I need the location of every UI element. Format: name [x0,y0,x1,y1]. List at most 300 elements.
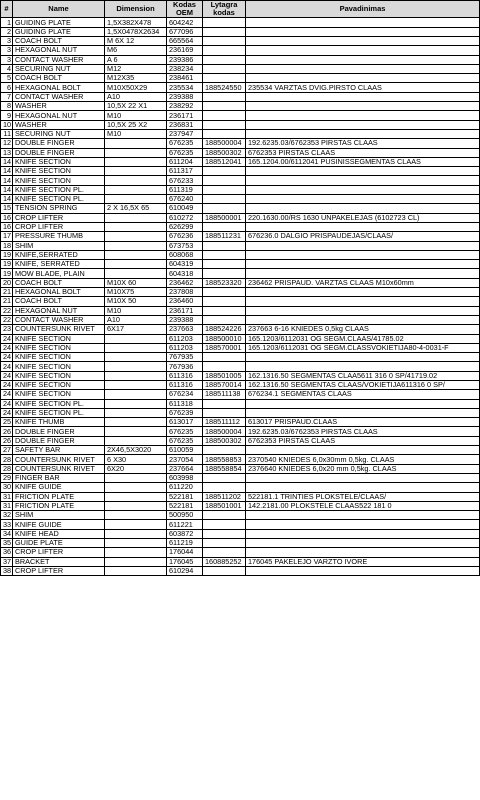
cell-oem: 676239 [167,408,203,417]
table-row [1,455,480,464]
cell-lytagra [203,260,246,269]
cell-dimension: 2 X 16,5X 65 [105,204,167,213]
cell-num: 24 [1,334,13,343]
cell-oem: 176044 [167,548,203,557]
table-row [1,260,480,269]
cell-name: COACH BOLT [13,297,105,306]
cell-num: 24 [1,343,13,352]
cell-name: KNIFE SECTION PL. [13,399,105,408]
cell-name: HEXAGONAL NUT [13,306,105,315]
cell-name: HEXAGONAL BOLT [13,288,105,297]
table-row [1,213,480,222]
cell-num: 30 [1,483,13,492]
cell-num: 28 [1,464,13,473]
cell-lytagra [203,195,246,204]
cell-num: 31 [1,501,13,510]
cell-name: KNIFE SECTION [13,334,105,343]
cell-dimension: 10,5X 22 X1 [105,102,167,111]
table-row [1,27,480,36]
table-row [1,334,480,343]
cell-lytagra: 188523320 [203,278,246,287]
cell-num: 38 [1,566,13,575]
cell-pavadinimas: 165.1203/6112031 OG SEGM.CLAAS/41785.02 [246,334,480,343]
header-row [1,1,480,18]
table-row [1,566,480,575]
cell-num: 11 [1,129,13,138]
cell-oem: 677096 [167,27,203,36]
cell-num: 9 [1,111,13,120]
cell-num: 8 [1,102,13,111]
cell-oem: 608068 [167,250,203,259]
cell-name: KNIFE GUIDE [13,520,105,529]
cell-dimension: 1,5X382X478 [105,18,167,27]
cell-num: 21 [1,288,13,297]
cell-dimension [105,195,167,204]
cell-lytagra [203,111,246,120]
cell-oem: 236460 [167,297,203,306]
cell-lytagra [203,129,246,138]
cell-pavadinimas [246,37,480,46]
cell-name: KNIFE SECTION [13,167,105,176]
cell-num: 22 [1,315,13,324]
cell-name: WASHER [13,120,105,129]
cell-oem: 237054 [167,455,203,464]
cell-pavadinimas [246,297,480,306]
cell-name: KNIFE SECTION [13,343,105,352]
table-row [1,64,480,73]
cell-lytagra [203,408,246,417]
cell-dimension [105,483,167,492]
cell-name: KNIFE SECTION PL. [13,408,105,417]
cell-lytagra [203,520,246,529]
cell-oem: 611204 [167,157,203,166]
cell-pavadinimas [246,241,480,250]
cell-name: KNIFE SECTION PL. [13,185,105,194]
cell-num: 3 [1,46,13,55]
cell-lytagra: 188511112 [203,418,246,427]
table-row [1,18,480,27]
cell-pavadinimas [246,520,480,529]
cell-name: BRACKET [13,557,105,566]
cell-dimension [105,408,167,417]
table-row [1,315,480,324]
cell-num: 18 [1,241,13,250]
cell-name: GUIDE PLATE [13,539,105,548]
cell-num: 27 [1,446,13,455]
cell-lytagra [203,241,246,250]
cell-num: 26 [1,427,13,436]
cell-name: CROP LIFTER [13,213,105,222]
cell-pavadinimas: 162.1316.50 SEGMENTAS CLAA5611 316 0 SP/41719.02 [246,371,480,380]
cell-oem: 239386 [167,55,203,64]
cell-dimension [105,362,167,371]
header-pavadinimas: Pavadinimas [246,1,480,18]
cell-pavadinimas [246,269,480,278]
cell-dimension [105,557,167,566]
cell-oem: 676233 [167,176,203,185]
cell-name: PRESSURE THUMB [13,232,105,241]
cell-pavadinimas [246,548,480,557]
cell-name: SAFETY BAR [13,446,105,455]
cell-pavadinimas [246,511,480,520]
cell-lytagra [203,102,246,111]
cell-lytagra: 188501005 [203,371,246,380]
table-row [1,195,480,204]
table-row [1,483,480,492]
cell-num: 23 [1,325,13,334]
cell-oem: 673753 [167,241,203,250]
cell-pavadinimas [246,111,480,120]
cell-oem: 676235 [167,148,203,157]
table-row [1,157,480,166]
cell-num: 20 [1,278,13,287]
cell-dimension [105,167,167,176]
cell-dimension [105,334,167,343]
cell-dimension: M12 [105,64,167,73]
cell-lytagra [203,176,246,185]
cell-name: COUNTERSUNK RIVET [13,455,105,464]
cell-pavadinimas: 6762353 PIRSTAS CLAAS [246,436,480,445]
cell-pavadinimas [246,473,480,482]
cell-lytagra [203,92,246,101]
cell-name: CONTACT WASHER [13,315,105,324]
cell-oem: 236462 [167,278,203,287]
table-row [1,539,480,548]
table-body [1,18,480,576]
header-lytagra: Lytagra kodas [203,1,246,18]
cell-dimension [105,529,167,538]
cell-lytagra [203,306,246,315]
cell-pavadinimas [246,539,480,548]
cell-num: 25 [1,418,13,427]
cell-pavadinimas [246,46,480,55]
cell-name: CROP LIFTER [13,566,105,575]
cell-pavadinimas: 220.1630.00/RS 1630 UNPAKELEJAS (6102723 CL) [246,213,480,222]
cell-dimension [105,473,167,482]
cell-num: 14 [1,167,13,176]
cell-pavadinimas [246,483,480,492]
cell-num: 31 [1,492,13,501]
cell-oem: 603998 [167,473,203,482]
table-row [1,418,480,427]
table-row [1,371,480,380]
cell-name: KNIFE SECTION [13,380,105,389]
cell-lytagra [203,46,246,55]
cell-oem: 611316 [167,371,203,380]
cell-oem: 611318 [167,399,203,408]
cell-name: KNIFE THUMB [13,418,105,427]
table-row [1,325,480,334]
cell-dimension [105,353,167,362]
table-row [1,306,480,315]
cell-pavadinimas: 6762353 PIRSTAS CLAAS [246,148,480,157]
table-row [1,464,480,473]
cell-dimension: A10 [105,92,167,101]
cell-name: COACH BOLT [13,37,105,46]
cell-lytagra: 188500302 [203,436,246,445]
cell-oem: 767936 [167,362,203,371]
cell-name: TENSION SPRING [13,204,105,213]
table-row [1,222,480,231]
cell-oem: 604242 [167,18,203,27]
cell-oem: 522181 [167,501,203,510]
cell-oem: 611221 [167,520,203,529]
cell-name: KNIFE SECTION [13,362,105,371]
cell-name: COACH BOLT [13,74,105,83]
cell-pavadinimas: 2376640 KNIEDES 6,0x20 mm 0,5kg. CLAAS [246,464,480,473]
cell-lytagra [203,353,246,362]
cell-num: 4 [1,64,13,73]
cell-lytagra: 160885252 [203,557,246,566]
cell-lytagra: 188512041 [203,157,246,166]
cell-oem: 238292 [167,102,203,111]
cell-oem: 610059 [167,446,203,455]
cell-pavadinimas [246,362,480,371]
table-row [1,176,480,185]
cell-num: 14 [1,185,13,194]
cell-num: 35 [1,539,13,548]
cell-oem: 237808 [167,288,203,297]
cell-pavadinimas: 613017 PRISPAUD.CLAAS [246,418,480,427]
cell-dimension [105,213,167,222]
cell-pavadinimas: 142.2181.00 PLOKSTELE CLAAS522 181 0 [246,501,480,510]
table-row [1,380,480,389]
cell-name: KNIFE SECTION [13,157,105,166]
cell-dimension [105,539,167,548]
cell-num: 16 [1,213,13,222]
cell-oem: 239388 [167,315,203,324]
cell-oem: 604318 [167,269,203,278]
cell-name: FRICTION PLATE [13,501,105,510]
cell-name: FINGER BAR [13,473,105,482]
cell-dimension [105,427,167,436]
cell-pavadinimas [246,446,480,455]
cell-num: 3 [1,37,13,46]
cell-num: 24 [1,390,13,399]
table-row [1,148,480,157]
cell-pavadinimas [246,408,480,417]
cell-lytagra [203,64,246,73]
cell-dimension [105,139,167,148]
table-row [1,288,480,297]
cell-num: 37 [1,557,13,566]
cell-oem: 603872 [167,529,203,538]
table-row [1,139,480,148]
cell-oem: 676236 [167,232,203,241]
cell-lytagra [203,548,246,557]
cell-name: GUIDING PLATE [13,27,105,36]
cell-lytagra: 188501001 [203,501,246,510]
cell-dimension [105,371,167,380]
cell-lytagra [203,185,246,194]
cell-lytagra [203,539,246,548]
cell-pavadinimas [246,195,480,204]
cell-dimension [105,148,167,157]
cell-pavadinimas [246,74,480,83]
cell-pavadinimas: 176045 PAKELEJO VARZTO IVORE [246,557,480,566]
cell-dimension [105,250,167,259]
cell-name: COUNTERSUNK RIVET [13,464,105,473]
cell-lytagra [203,250,246,259]
cell-pavadinimas: 236462 PRISPAUD. VARZTAS CLAAS M10x60mm [246,278,480,287]
table-row [1,204,480,213]
cell-dimension [105,511,167,520]
cell-dimension: 6 X30 [105,455,167,464]
table-row [1,557,480,566]
cell-oem: 611203 [167,334,203,343]
table-row [1,297,480,306]
cell-pavadinimas: 162.1316.50 SEGMENTAS CLAAS/VOKIETIJA611316 0 SP/ [246,380,480,389]
cell-pavadinimas [246,120,480,129]
table-row [1,473,480,482]
cell-dimension [105,501,167,510]
table-row [1,92,480,101]
cell-oem: 239388 [167,92,203,101]
cell-name: WASHER [13,102,105,111]
cell-oem: 235534 [167,83,203,92]
cell-dimension [105,380,167,389]
cell-lytagra: 188524550 [203,83,246,92]
table-row [1,492,480,501]
cell-num: 7 [1,92,13,101]
cell-name: KNIFE,SERRATED [13,250,105,259]
cell-lytagra [203,27,246,36]
cell-pavadinimas [246,399,480,408]
cell-name: KNIFE SECTION PL. [13,195,105,204]
cell-oem: 236831 [167,120,203,129]
cell-num: 32 [1,511,13,520]
cell-dimension [105,548,167,557]
cell-lytagra [203,222,246,231]
cell-lytagra [203,18,246,27]
cell-dimension [105,343,167,352]
cell-name: SHIM [13,241,105,250]
cell-lytagra [203,529,246,538]
table-row [1,408,480,417]
cell-dimension [105,418,167,427]
table-row [1,74,480,83]
cell-pavadinimas: 192.6235.03/6762353 PIRSTAS CLAAS [246,427,480,436]
cell-lytagra: 188511202 [203,492,246,501]
cell-lytagra: 188500302 [203,148,246,157]
cell-num: 21 [1,297,13,306]
table-row [1,46,480,55]
cell-dimension [105,399,167,408]
cell-num: 14 [1,176,13,185]
cell-lytagra [203,566,246,575]
cell-oem: 236171 [167,306,203,315]
cell-pavadinimas: 676236.0 DALGIO PRISPAUDEJAS/CLAAS/ [246,232,480,241]
cell-dimension [105,232,167,241]
header-num: # [1,1,13,18]
cell-oem: 610294 [167,566,203,575]
cell-num: 34 [1,529,13,538]
cell-lytagra [203,269,246,278]
cell-lytagra [203,315,246,324]
cell-name: DOUBLE FINGER [13,139,105,148]
cell-oem: 610272 [167,213,203,222]
table-row [1,83,480,92]
cell-pavadinimas [246,250,480,259]
cell-pavadinimas [246,102,480,111]
cell-num: 19 [1,260,13,269]
cell-pavadinimas [246,353,480,362]
cell-pavadinimas [246,176,480,185]
cell-num: 6 [1,83,13,92]
table-row [1,102,480,111]
table-row [1,120,480,129]
table-row [1,55,480,64]
cell-name: HEXAGONAL NUT [13,46,105,55]
cell-name: FRICTION PLATE [13,492,105,501]
cell-name: KNIFE SECTION [13,176,105,185]
cell-name: DOUBLE FINGER [13,148,105,157]
cell-name: KNIFE, SERRATED [13,260,105,269]
cell-pavadinimas [246,92,480,101]
cell-oem: 238461 [167,74,203,83]
cell-pavadinimas [246,167,480,176]
cell-dimension: M10 [105,111,167,120]
cell-dimension: M10X50X29 [105,83,167,92]
cell-lytagra [203,297,246,306]
cell-name: COUNTERSUNK RIVET [13,325,105,334]
cell-num: 24 [1,380,13,389]
table-row [1,343,480,352]
cell-name: CROP LIFTER [13,222,105,231]
cell-dimension: M10 [105,129,167,138]
cell-num: 3 [1,55,13,64]
cell-oem: 238234 [167,64,203,73]
cell-num: 36 [1,548,13,557]
cell-lytagra [203,288,246,297]
cell-dimension: M10X75 [105,288,167,297]
cell-dimension: M12X35 [105,74,167,83]
cell-pavadinimas [246,306,480,315]
cell-num: 5 [1,74,13,83]
cell-dimension: M10 [105,306,167,315]
cell-dimension [105,520,167,529]
cell-dimension: M6 [105,46,167,55]
cell-num: 24 [1,353,13,362]
cell-num: 10 [1,120,13,129]
cell-oem: 611316 [167,380,203,389]
cell-dimension: 2X46,5X3020 [105,446,167,455]
cell-pavadinimas [246,18,480,27]
cell-dimension: A10 [105,315,167,324]
cell-oem: 176045 [167,557,203,566]
cell-dimension: 10,5X 25 X2 [105,120,167,129]
cell-pavadinimas [246,222,480,231]
cell-oem: 676235 [167,139,203,148]
cell-pavadinimas: 2370540 KNIEDES 6,0x30mm 0,5kg. CLAAS [246,455,480,464]
cell-name: HEXAGONAL BOLT [13,83,105,92]
cell-pavadinimas [246,529,480,538]
cell-num: 17 [1,232,13,241]
table-row [1,511,480,520]
table-row [1,278,480,287]
cell-oem: 626299 [167,222,203,231]
cell-lytagra: 188500010 [203,334,246,343]
table-row [1,399,480,408]
table-row [1,241,480,250]
cell-pavadinimas [246,260,480,269]
cell-lytagra: 188558854 [203,464,246,473]
table-row [1,548,480,557]
cell-oem: 522181 [167,492,203,501]
cell-dimension [105,269,167,278]
cell-dimension [105,157,167,166]
cell-pavadinimas [246,204,480,213]
